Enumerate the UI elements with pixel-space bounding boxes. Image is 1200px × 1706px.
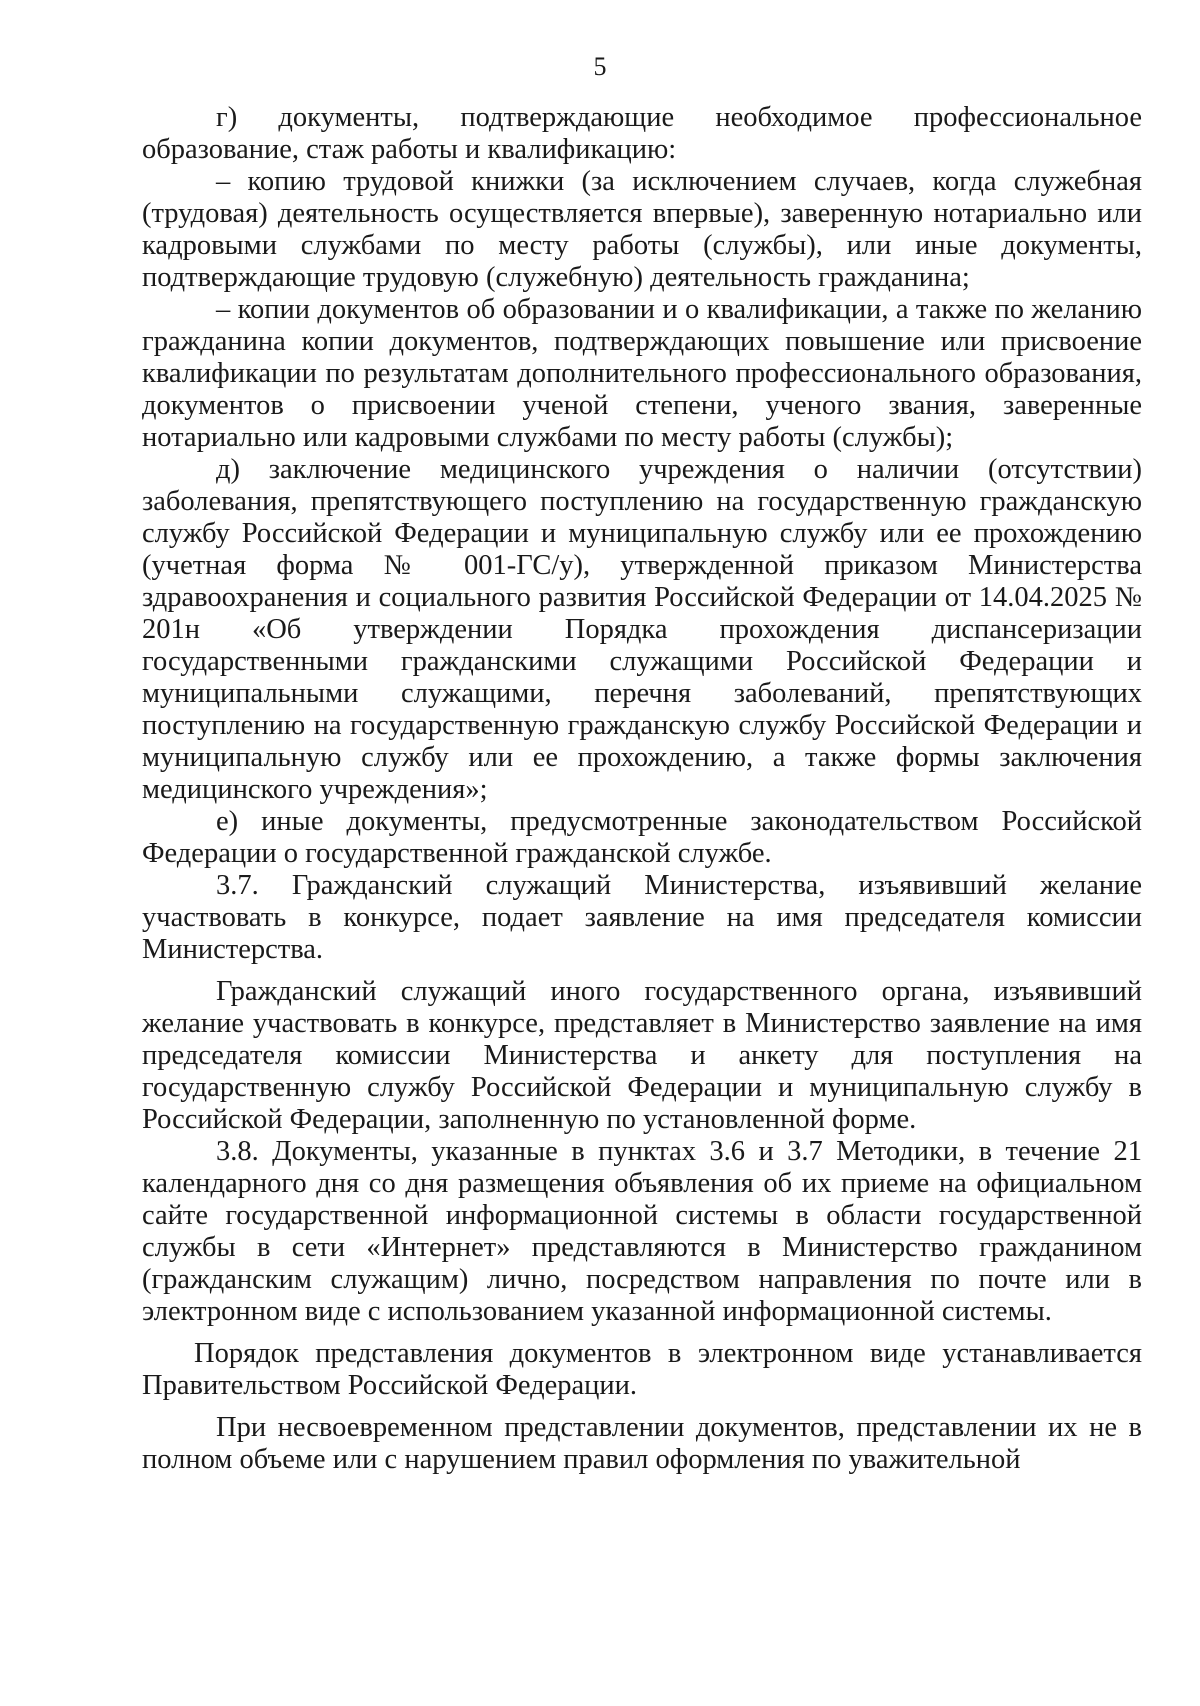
paragraph-late-submission: При несвоевременном представлении документов, представлении их не в полном объеме или с нарушением правил оформления по уважительной <box>142 1412 1142 1475</box>
paragraph-g-documents: г) документы, подтверждающие необходимое профессиональное образование, стаж работы и квалификацию: <box>142 102 1142 165</box>
paragraph-3-8: 3.8. Документы, указанные в пунктах 3.6 и 3.7 Методики, в течение 21 календарного дня со дня размещения объявления об их приеме на официальном сайте государственной информационной системы в области государственной службы в сети «Интернет» представляются в Министерство гражданином (гражданским служащим) лично, посредством направления по почте или в электронном виде с использованием указанной информационной системы. <box>142 1136 1142 1327</box>
paragraph-d-medical-conclusion: д) заключение медицинского учреждения о наличии (отсутствии) заболевания, препятствующего поступлению на государственную гражданскую службу Российской Федерации и муниципальную службу или ее прохождению (учетная форма № 001-ГС/у), утвержденной приказом Министерства здравоохранения и социального развития Российской Федерации от 14.04.2025 № 201н «Об утверждении Порядка прохождения диспансеризации государственными гражданскими служащими Российской Федерации и муниципальными служащими, перечня заболеваний, препятствующих поступлению на государственную гражданскую службу Российской Федерации и муниципальную службу или ее прохождению, а также формы заключения медицинского учреждения»; <box>142 454 1142 805</box>
paragraph-electronic-procedure: Порядок представления документов в электронном виде устанавливается Правительством Российской Федерации. <box>142 1338 1142 1401</box>
paragraph-other-body-servant: Гражданский служащий иного государственного органа, изъявивший желание участвовать в конкурсе, представляет в Министерство заявление на имя председателя комиссии Министерства и анкету для поступления на государственную службу Российской Федерации и муниципальную службу в Российской Федерации, заполненную по установленной форме. <box>142 976 1142 1135</box>
paragraph-work-book-copy: – копию трудовой книжки (за исключением случаев, когда служебная (трудовая) деятельность осуществляется впервые), заверенную нотариально или кадровыми службами по месту работы (службы), или иные документы, подтверждающие трудовую (служебную) деятельность гражданина; <box>142 166 1142 293</box>
paragraph-3-7: 3.7. Гражданский служащий Министерства, изъявивший желание участвовать в конкурсе, подает заявление на имя председателя комиссии Министерства. <box>142 870 1142 965</box>
paragraph-e-other-documents: е) иные документы, предусмотренные законодательством Российской Федерации о государственной гражданской службе. <box>142 806 1142 869</box>
paragraph-education-copies: – копии документов об образовании и о квалификации, а также по желанию гражданина копии документов, подтверждающих повышение или присвоение квалификации по результатам дополнительного профессионального образования, документов о присвоении ученой степени, ученого звания, заверенные нотариально или кадровыми службами по месту работы (службы); <box>142 294 1142 453</box>
document-body <box>142 102 1142 1476</box>
page-number: 5 <box>593 52 607 81</box>
